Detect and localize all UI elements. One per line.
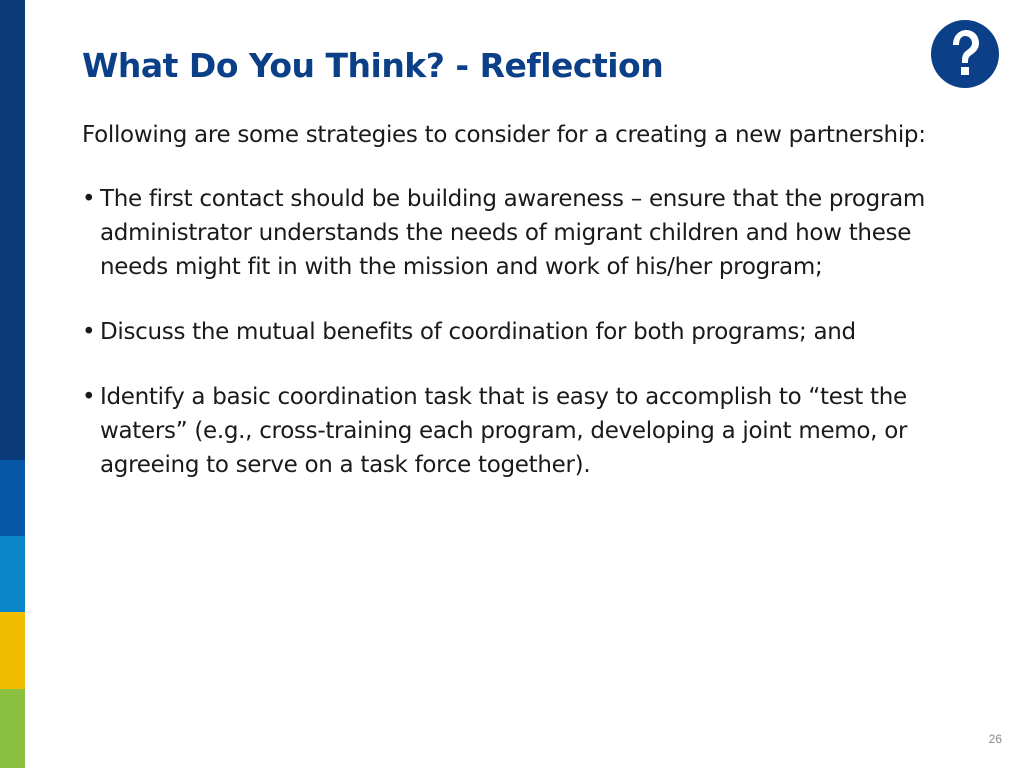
- sidebar-segment-light-blue: [0, 536, 25, 612]
- sidebar-segment-green: [0, 689, 25, 768]
- list-item: [82, 380, 962, 482]
- list-item: [82, 315, 962, 349]
- sidebar-segment-blue: [0, 460, 25, 536]
- slide-title: What Do You Think? - Reflection: [82, 46, 664, 85]
- list-item: [82, 182, 962, 284]
- bullet-text: The first contact should be building awareness – ensure that the program administrator understands the needs of migrant children and how these needs might fit in with the mission and work of his/her program;: [100, 186, 925, 280]
- intro-paragraph: Following are some strategies to consider for a creating a new partnership:: [82, 122, 926, 148]
- slide-body: [82, 118, 962, 513]
- bullet-text: Identify a basic coordination task that is easy to accomplish to “test the waters” (e.g., cross-training each program, developing a joint memo, or agreeing to serve on a task force together).: [100, 384, 908, 478]
- bullet-dot-icon: •: [82, 186, 96, 212]
- bullet-text: Discuss the mutual benefits of coordination for both programs; and: [100, 319, 856, 345]
- sidebar-color-bar: [0, 0, 25, 768]
- bullet-list: [82, 182, 962, 482]
- question-mark-circle-icon: [931, 20, 999, 88]
- question-mark-svg: [931, 20, 999, 88]
- bullet-dot-icon: •: [82, 319, 96, 345]
- sidebar-segment-navy: [0, 0, 25, 460]
- sidebar-segment-yellow: [0, 612, 25, 689]
- page-number: 26: [988, 732, 1002, 746]
- bullet-dot-icon: •: [82, 384, 96, 410]
